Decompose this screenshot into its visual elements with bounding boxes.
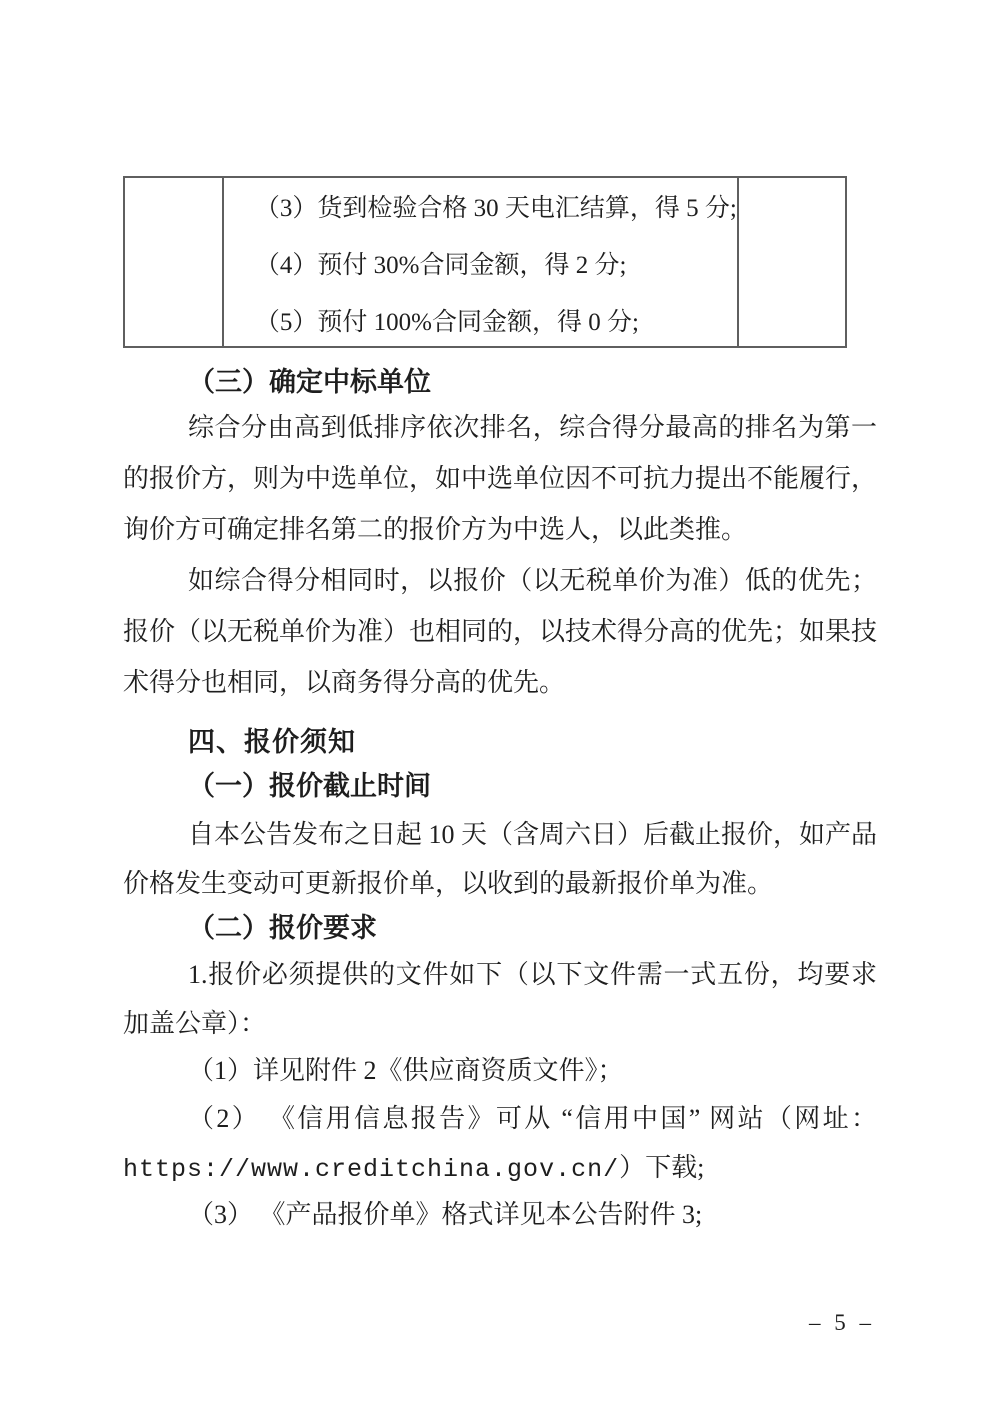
credit-report-text-suffix: ）下载; (619, 1153, 705, 1182)
heading-4-2-quotation-requirements: （二）报价要求 (188, 913, 377, 943)
credit-china-url: https://www.creditchina.gov.cn/ (123, 1155, 620, 1184)
paragraph-tiebreak-rule: 如综合得分相同时，以报价（以无税单价为准）低的优先；报价（以无税单价为准）也相同的，以技术得分高的优先；如果技术得分也相同，以商务得分高的优先。 (123, 566, 878, 697)
paragraph-ranking-rule: 综合分由高到低排序依次排名，综合得分最高的排名为第一的报价方，则为中选单位，如中选单位因不可抗力提出不能履行，询价方可确定排名第二的报价方为中选人，以此类推。 (123, 413, 878, 544)
list-item-credit-report (123, 1094, 877, 1194)
list-item-attachment-2: （1）详见附件 2《供应商资质文件》； (188, 1056, 624, 1085)
table-row: （3）货到检验合格 30 天电汇结算，得 5 分; (254, 195, 737, 222)
table-row: （4）预付 30%合同金额，得 2 分; (254, 252, 627, 279)
paragraph-required-documents: 1.报价必须提供的文件如下（以下文件需一式五份，均要求加盖公章）： (123, 960, 877, 1038)
list-item-attachment-3: （3） 《产品报价单》格式详见本公告附件 3; (188, 1200, 703, 1229)
table-cell-left-empty (125, 178, 224, 346)
heading-4-1-deadline: （一）报价截止时间 (188, 771, 431, 801)
table-cell-right-empty (737, 178, 845, 346)
payment-scoring-table (123, 176, 847, 348)
table-cell-criteria (224, 178, 737, 346)
heading-section-4-quotation-notes: 四、报价须知 (188, 727, 356, 757)
paragraph-deadline: 自本公告发布之日起 10 天（含周六日）后截止报价，如产品价格发生变动可更新报价单，以收到的最新报价单为准。 (123, 820, 878, 898)
credit-report-text-prefix: （2） 《信用信息报告》可从 “信用中国” 网站（网址： (188, 1104, 877, 1133)
page-number: – 5 – (809, 1310, 875, 1335)
heading-section-3-confirm-winner: （三）确定中标单位 (188, 367, 431, 397)
table-row: （5）预付 100%合同金额，得 0 分; (254, 309, 639, 336)
